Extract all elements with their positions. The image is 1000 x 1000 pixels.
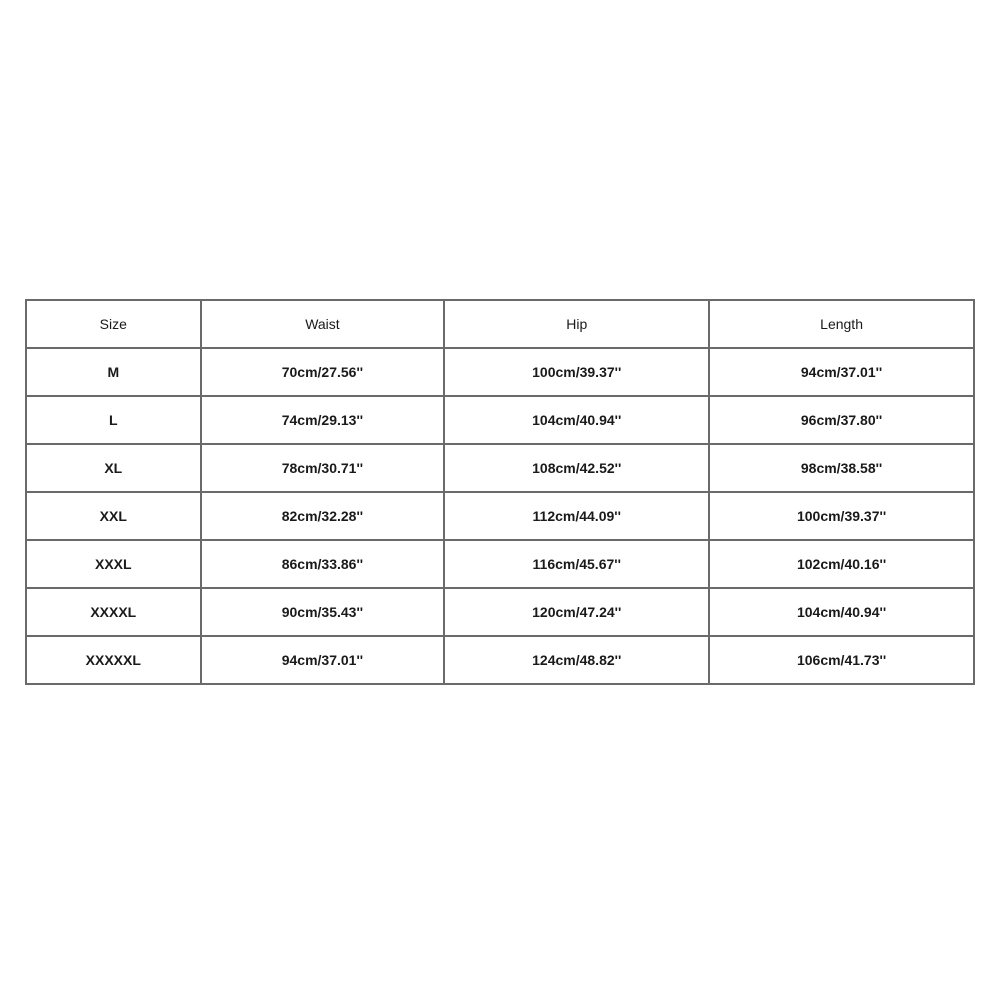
cell-size: XL: [26, 444, 201, 492]
cell-hip: 124cm/48.82'': [444, 636, 709, 684]
header-hip: Hip: [444, 300, 709, 348]
cell-length: 100cm/39.37'': [709, 492, 974, 540]
cell-waist: 94cm/37.01'': [201, 636, 445, 684]
size-chart-table: [25, 299, 975, 685]
cell-length: 94cm/37.01'': [709, 348, 974, 396]
cell-length: 102cm/40.16'': [709, 540, 974, 588]
cell-hip: 120cm/47.24'': [444, 588, 709, 636]
table-header-row: [26, 300, 974, 348]
header-size: Size: [26, 300, 201, 348]
cell-waist: 78cm/30.71'': [201, 444, 445, 492]
table-row: [26, 444, 974, 492]
cell-waist: 70cm/27.56'': [201, 348, 445, 396]
cell-waist: 90cm/35.43'': [201, 588, 445, 636]
cell-size: XXXXL: [26, 588, 201, 636]
cell-hip: 108cm/42.52'': [444, 444, 709, 492]
table-row: [26, 348, 974, 396]
cell-size: XXXXXL: [26, 636, 201, 684]
cell-hip: 100cm/39.37'': [444, 348, 709, 396]
cell-waist: 74cm/29.13'': [201, 396, 445, 444]
cell-length: 98cm/38.58'': [709, 444, 974, 492]
table-row: [26, 396, 974, 444]
table-row: [26, 588, 974, 636]
cell-length: 106cm/41.73'': [709, 636, 974, 684]
cell-size: L: [26, 396, 201, 444]
cell-hip: 104cm/40.94'': [444, 396, 709, 444]
cell-hip: 112cm/44.09'': [444, 492, 709, 540]
cell-waist: 86cm/33.86'': [201, 540, 445, 588]
cell-size: XXXL: [26, 540, 201, 588]
cell-length: 104cm/40.94'': [709, 588, 974, 636]
cell-waist: 82cm/32.28'': [201, 492, 445, 540]
cell-size: M: [26, 348, 201, 396]
table-row: [26, 540, 974, 588]
header-length: Length: [709, 300, 974, 348]
table-row: [26, 636, 974, 684]
cell-hip: 116cm/45.67'': [444, 540, 709, 588]
cell-size: XXL: [26, 492, 201, 540]
header-waist: Waist: [201, 300, 445, 348]
cell-length: 96cm/37.80'': [709, 396, 974, 444]
table-row: [26, 492, 974, 540]
